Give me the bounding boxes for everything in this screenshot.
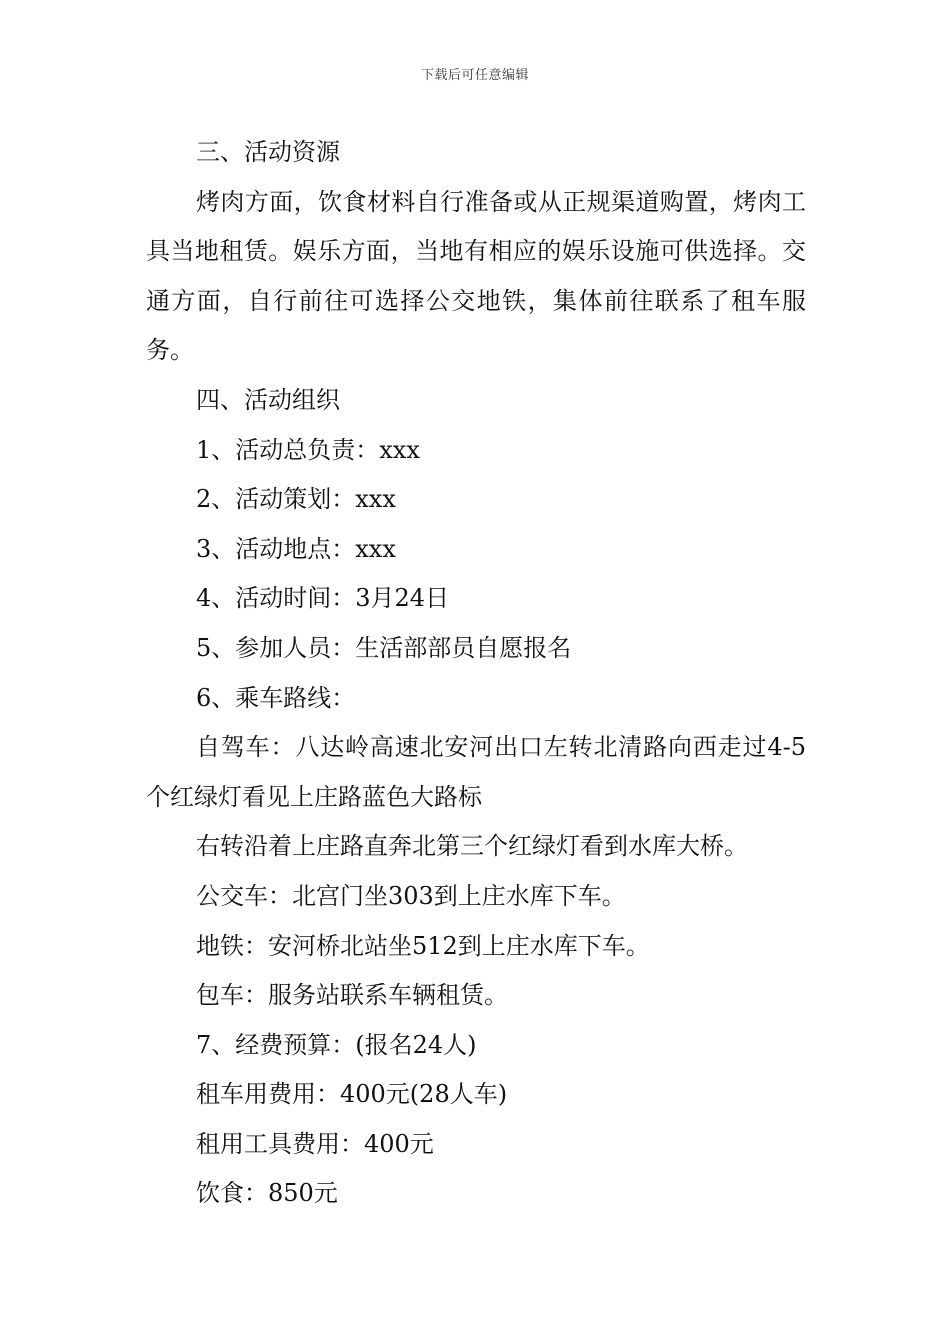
org-item-planning: 2、活动策划：xxx [196, 485, 396, 514]
org-item-time: 4、活动时间：3月24日 [196, 584, 450, 613]
route-self-drive-cont: 右转沿着上庄路直奔北第三个红绿灯看到水库大桥。 [196, 832, 748, 861]
org-item-participants: 5、参加人员：生活部部员自愿报名 [196, 633, 572, 662]
org-item-location: 3、活动地点：xxx [196, 534, 396, 563]
route-subway: 地铁：安河桥北站坐512到上庄水库下车。 [196, 931, 650, 960]
route-charter: 包车：服务站联系车辆租赁。 [196, 981, 508, 1010]
org-item-routes: 6、乘车路线： [196, 683, 356, 712]
budget-item-tool-rental: 租用工具费用：400元 [196, 1129, 434, 1158]
budget-item-car-rental: 租车用费用：400元(28人车) [196, 1080, 508, 1109]
document-body [146, 128, 806, 1219]
resources-paragraph: 烤肉方面，饮食材料自行准备或从正规渠道购置，烤肉工具当地租赁。娱乐方面，当地有相应的娱乐设施可供选择。交通方面，自行前往可选择公交地铁，集体前往联系了租车服务。 [146, 187, 806, 365]
header-note: 下载后可任意编辑 [420, 68, 529, 83]
section-heading-resources: 三、活动资源 [196, 138, 340, 166]
org-item-lead: 1、活动总负责：xxx [196, 435, 420, 464]
budget-heading: 7、经费预算：(报名24人) [196, 1030, 477, 1059]
section-heading-organization: 四、活动组织 [196, 385, 340, 414]
budget-item-food: 饮食：850元 [196, 1179, 338, 1208]
route-self-drive: 自驾车：八达岭高速北安河出口左转北清路向西走过4-5个红绿灯看见上庄路蓝色大路标 [146, 733, 806, 811]
route-bus: 公交车：北宫门坐303到上庄水库下车。 [196, 881, 626, 910]
